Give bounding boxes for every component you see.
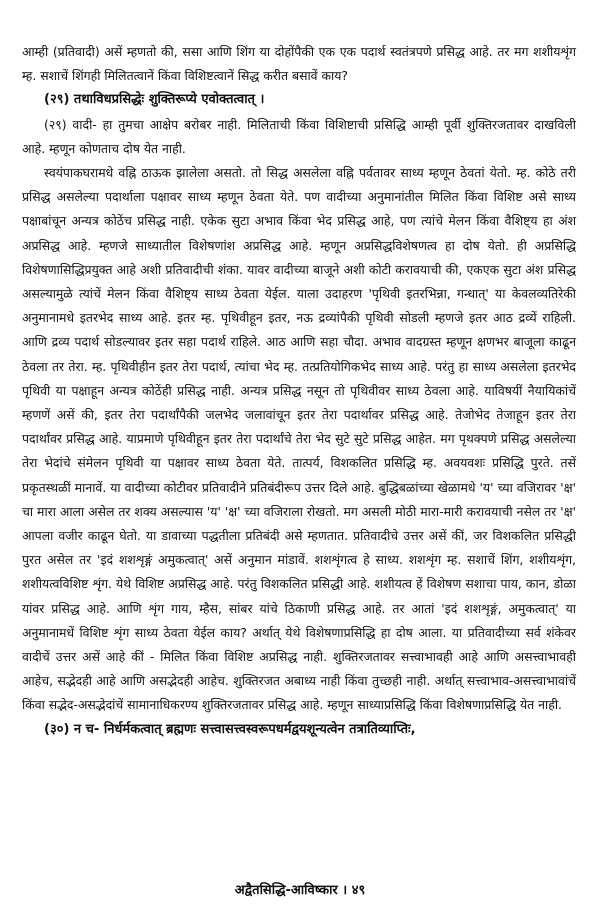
sutra-29: (२९) तथाविधप्रसिद्धेः शुक्तिरूप्ये एवोक्तत्वात् । <box>44 92 265 108</box>
paragraph-intro: आम्ही (प्रतिवादी) असें म्हणतो की, ससा आणि शिंग या दोहोंपैकी एक एक पदार्थ स्वतंत्रपणे प्रसिद्ध आहे. तर मग शशीयशृंग म्ह. सशाचें शिंगही मिलितत्वानें किंवा विशिष्टत्वानें सिद्ध करीत बसावें काय? <box>22 44 576 84</box>
sutra-30: (३०) न च- निर्धर्मकत्वात् ब्रह्मणः सत्त्वासत्त्वस्वरूपधर्मद्वयशून्यत्वेन तत्रातिव्याप्तिः, <box>44 721 416 737</box>
paragraph-29-commentary: (२९) वादी- हा तुमचा आक्षेप बरोबर नाही. मिलिताची किंवा विशिष्टाची प्रसिद्धि आम्ही पूर्वी शुक्तिरजतावर दाखविली आहे. म्हणून कोणताच दोष येत नाही. <box>22 116 576 156</box>
page-footer: अद्वैतसिद्धि-आविष्कार । ४९ <box>234 883 366 898</box>
paragraph-explanation: स्वयंपाकघरामधे वह्नि ठाऊक झालेला असतो. तो सिद्ध असलेला वह्नि पर्वतावर साध्य म्हणून ठेवतां येतो. म्ह. कोठे तरी प्रसिद्ध असलेल्या पदार्थाला पक्षावर साध्य म्हणून ठेवता येते. पण वादीच्या अनुमानांतील मिलित किंवा विशिष्ट असे साध्य पक्षाबांचून अन्यत्र कोठेंच प्रसिद्ध नाही. एकेक सुटा अभाव किंवा भेद प्रसिद्ध आहे, पण त्यांचे मेलन किंवा वैशिष्ट्य हा अंश अप्रसिद्ध आहे. म्हणजे साध्यातील विशेषणांश अप्रसिद्ध आहे. म्हणून अप्रसिद्धविशेषणत्व हा दोष येतो. ही अप्रसिद्धि विशेषणासिद्धिप्रयुक्त आहे अशी प्रतिवादीची शंका. यावर वादीच्या बाजूने अशी कोटी करावयाची की, एकएक सुटा अंश प्रसिद्ध असल्यामुळे त्यांचें मेलन किंवा वैशिष्ट्य साध्य ठेवता येईल. याला उदाहरण 'पृथिवी इतरभिन्ना, गन्धात्' या केवलव्यतिरेकी अनुमानामधे इतरभेद साध्य आहे. इतर म्ह. पृथिवीहून इतर, नऊ द्रव्यांपैकी पृथिवी सोडली म्हणजे इतर आठ द्रव्यें राहिली. आणि द्रव्य पदार्थ सोडल्यावर इतर सहा पदार्थ राहिले. आठ आणि सहा चौदा. अभाव वादग्रस्त म्हणून क्षणभर बाजूला काढून ठेवला तर तेरा. म्ह. पृथिवीहीन इतर तेरा पदार्थ, त्यांचा भेद म्ह. तत्प्रतियोगिकभेद साध्य आहे. परंतु हा साध्य असलेला इतरभेद पृथिवी या पक्षाहून अन्यत्र कोठेंही प्रसिद्ध नाही. अन्यत्र प्रसिद्ध नसून तो पृथिवीवर साध्य ठेवला आहे. याविषयीं नैयायिकांचें म्हणणें असें की, इतर तेरा पदार्थांपैकी जलभेद जलावांचून इतर तेरा पदार्थावर प्रसिद्ध आहे. तेजोभेद तेजाहून इतर तेरा पदार्थांवर प्रसिद्ध आहे. याप्रमाणे पृथिवीहून इतर तेरा पदार्थांचे तेरा भेद सुटे सुटे प्रसिद्ध आहेत. मग पृथक्पणे प्रसिद्ध असलेल्या तेरा भेदांचे संमेलन पृथिवी या पक्षावर साध्य ठेवता येते. तात्पर्य, विशकलित प्रसिद्धि म्ह. अवयवशः प्रसिद्धि पुरते. तसें प्रकृतस्थळीं मानावें. या वादीच्या कोटीवर प्रतिवादीने प्रतिबंदीरूप उत्तर दिले आहे. बुद्धिबळांच्या खेळामधे 'य' च्या वजिरावर 'क्ष' चा मारा आला असेल तर शक्य असल्यास 'य' 'क्ष' च्या वजिराला रोखतो. मग असली मोठी मारा-मारी करावयाची नसेल तर 'क्ष' आपला वजीर काढून घेतो. या डावाच्या पद्धतीला प्रतिबंदी असे म्हणतात. प्रतिवादीचे उत्तर असें कीं, जर विशकलित प्रसिद्धी पुरत असेल तर 'इदं शशशृङ्गं अमुकत्वात्' असें अनुमान मांडावें. शशशृंगत्व हे साध्य. शशशृंग म्ह. सशाचें शिंग, शशीयशृंग, शशीयत्वविशिष्ट शृंग. येथे विशिष्ट अप्रसिद्ध आहे. परंतु विशकलित प्रसिद्धी आहे. शशीयत्व हें विशेषण सशाचा पाय, कान, डोळा यांवर प्रसिद्ध आहे. आणि शृंग गाय, म्हैस, सांबर यांचे ठिकाणी प्रसिद्ध आहे. तर आतां 'इदं शशशृङ्गं, अमुकत्वात्' या अनुमानामधें विशिष्ट शृंग साध्य ठेवता येईल काय? अर्थात् येथे विशेषणाप्रसिद्धि हा दोष आला. या प्रतिवादीच्या सर्व शंकेवर वादीचें उत्तर असें आहे कीं - मिलित किंवा विशिष्ट अप्रसिद्ध नाही. शुक्तिरजतावर सत्त्वाभावही आहे आणि असत्त्वाभावही आहेच, सद्भेदही आहे आणि असद्भेदही आहेच. शुक्तिरजत अबाध्य नाही किंवा तुच्छही नाही. अर्थात् सत्त्वाभाव-असत्त्वाभावांचें किंवा सद्भेद-असद्भेदांचें सामानाधिकरण्य शुक्तिरजतावर प्रसिद्ध आहे. म्हणून साध्याप्रसिद्धि किंवा विशेषणाप्रसिद्धि येत नाही. <box>22 165 576 713</box>
